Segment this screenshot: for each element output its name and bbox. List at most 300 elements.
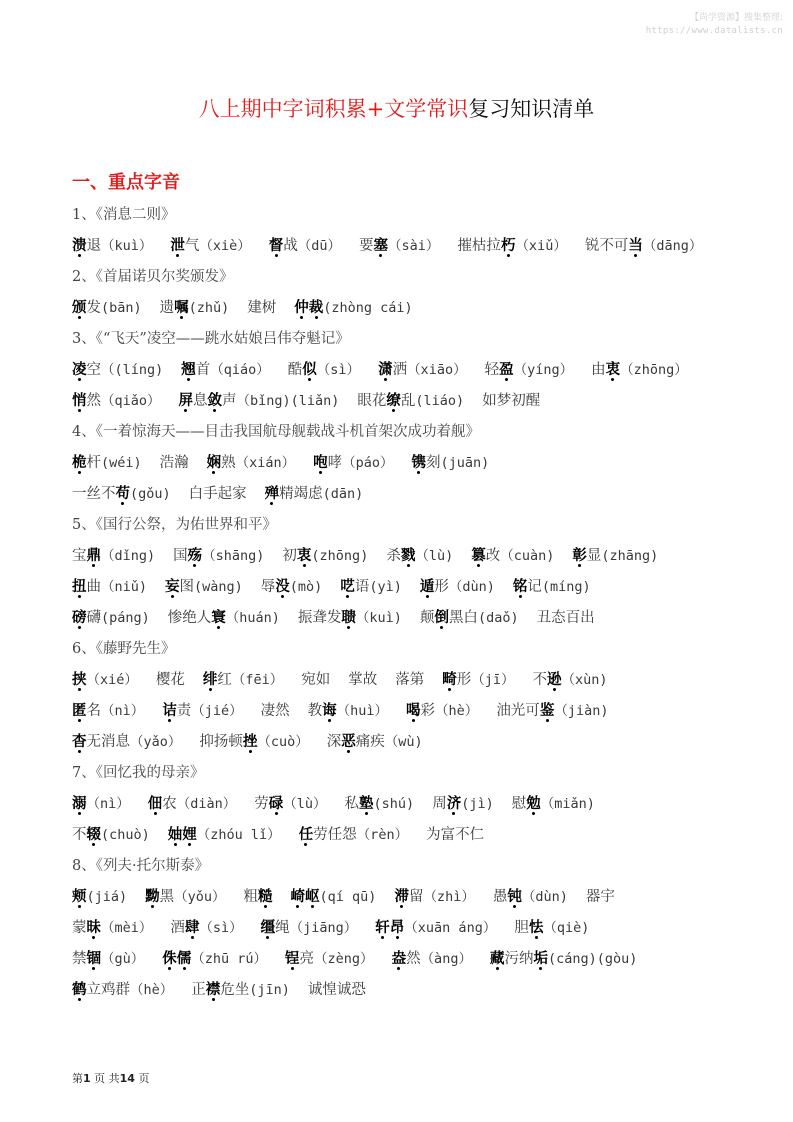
word-text: 胆	[514, 920, 529, 936]
word-text: 哮	[327, 455, 343, 471]
vocab-row	[72, 882, 732, 913]
emphasized-char: 锃	[285, 951, 300, 967]
pinyin: （sì）	[199, 920, 243, 936]
word-text: 绳	[275, 920, 290, 936]
word-text: 酷	[287, 362, 303, 378]
word-text: 初	[282, 548, 297, 564]
vocab-item	[432, 789, 494, 820]
word-text: 周	[432, 796, 447, 812]
emphasized-char: 诲	[322, 703, 337, 719]
emphasized-char: 恶	[341, 734, 356, 750]
word-text: 凄然	[260, 703, 290, 719]
pinyin: (wàng)	[194, 579, 243, 595]
emphasized-char: 逊	[547, 672, 562, 688]
lesson-title: 4、《一着惊海天——目击我国航母舰载战斗机首架次成功着舰》	[72, 424, 480, 440]
word-text: 然	[86, 393, 101, 409]
emphasized-char: 磅	[72, 610, 87, 626]
emphasized-char: 畸	[442, 672, 457, 688]
pinyin: （cuàn)	[500, 548, 555, 564]
vocab-item	[72, 913, 152, 944]
vocab-item	[145, 882, 225, 913]
word-text: 一丝不	[72, 486, 116, 502]
pinyin: （zhóu lǐ）	[196, 827, 281, 843]
emphasized-char: 镌	[411, 455, 427, 471]
pinyin: （miǎn)	[540, 796, 595, 812]
vocab-item	[514, 913, 589, 944]
emphasized-char: 衷	[296, 548, 312, 564]
lesson-title: 7、《回忆我的母亲》	[72, 765, 205, 781]
emphasized-char: 鉴	[539, 703, 555, 719]
pinyin: (dān)	[322, 486, 364, 502]
word-text: 熟	[221, 455, 236, 471]
vocab-item	[512, 789, 595, 820]
word-text: 由	[591, 362, 606, 378]
vocab-item	[482, 386, 540, 417]
vocab-item	[513, 572, 591, 603]
vocab-item	[72, 820, 150, 851]
word-text: 责	[176, 703, 192, 719]
watermark	[646, 12, 783, 38]
emphasized-char: 篡	[471, 548, 486, 564]
pinyin: （xiǔ）	[515, 238, 567, 254]
pinyin: (cáng)(gòu)	[547, 951, 638, 967]
pinyin: （huán)	[225, 610, 280, 626]
word-text: 乱	[400, 393, 416, 409]
vocab-item	[162, 696, 242, 727]
vocab-item	[156, 665, 185, 696]
word-text: 建树	[247, 300, 277, 316]
pinyin: (shú)	[373, 796, 415, 812]
pinyin: （sì）	[316, 362, 361, 378]
word-text: 形	[434, 579, 449, 595]
emphasized-char: 没	[275, 579, 290, 595]
pinyin: （niǔ)	[101, 579, 148, 595]
word-text: 不	[532, 672, 548, 688]
vocab-item	[165, 572, 243, 603]
vocab-item	[426, 820, 484, 851]
word-text: 私	[344, 796, 360, 812]
vocab-item	[294, 293, 412, 324]
vocab-item	[496, 696, 608, 727]
emphasized-char: 藏	[489, 951, 505, 967]
pinyin: （xié）	[86, 672, 138, 688]
word-text: 掌故	[348, 672, 378, 688]
vocab-row	[72, 386, 732, 417]
vocab-item	[357, 386, 464, 417]
word-text: 危坐	[220, 982, 250, 998]
vocab-row	[72, 820, 732, 851]
watermark-source: 【尚学资源】搜集整理:	[689, 13, 783, 23]
word-text: 息	[193, 393, 208, 409]
vocab-item	[72, 882, 127, 913]
pinyin: （jī）	[471, 672, 515, 688]
vocab-item	[72, 789, 130, 820]
emphasized-char: 盈	[499, 362, 514, 378]
vocab-item	[168, 820, 281, 851]
vocab-item	[586, 882, 615, 913]
pinyin: (liáo)	[415, 393, 465, 409]
word-text: 振聋发	[297, 610, 342, 626]
emphasized-char: 缰	[260, 920, 276, 936]
emphasized-char: 仲	[294, 300, 309, 316]
emphasized-char: 辍	[86, 827, 101, 843]
pinyin: （yíng）	[513, 362, 574, 378]
pinyin: （xuān áng）	[404, 920, 497, 936]
pinyin: （qiè)	[543, 920, 590, 936]
pinyin: (gǒu)	[130, 486, 171, 502]
emphasized-char: 钝	[507, 889, 522, 905]
emphasized-char: 盎	[391, 951, 407, 967]
pinyin: (míng)	[541, 579, 591, 595]
vocab-item	[170, 913, 242, 944]
pinyin: （jiàn)	[554, 703, 609, 719]
word-text: 农	[162, 796, 177, 812]
emphasized-char: 颁	[72, 300, 87, 316]
emphasized-char: 昂	[389, 920, 405, 936]
emphasized-char: 喝	[406, 703, 421, 719]
word-text: 劳	[254, 796, 269, 812]
vocab-item	[199, 727, 308, 758]
emphasized-char: 碌	[268, 796, 284, 812]
pinyin: （xiāo）	[407, 362, 467, 378]
pinyin: （wù)	[384, 734, 423, 750]
pinyin: (zhāng)	[601, 548, 659, 564]
emphasized-char: 鼎	[86, 548, 101, 564]
lesson-title: 3、《“飞天”凌空——跳水姑娘吕伟夺魁记》	[72, 331, 350, 347]
pinyin: （lù)	[415, 548, 454, 564]
word-text: 摧枯拉	[457, 238, 501, 254]
word-text: 形	[456, 672, 472, 688]
emphasized-char: 垢	[533, 951, 548, 967]
word-text: 不	[72, 827, 87, 843]
vocab-item	[72, 572, 147, 603]
emphasized-char: 侏	[162, 951, 177, 967]
vocab-item	[72, 479, 171, 510]
emphasized-char: 督	[268, 238, 284, 254]
word-text: 红	[217, 672, 232, 688]
word-text: 抑扬顿	[199, 734, 243, 750]
word-text: 器宇	[585, 889, 615, 905]
pinyin: （dū）	[297, 238, 342, 254]
emphasized-char: 勉	[526, 796, 541, 812]
pinyin: (zhǔ)	[188, 300, 230, 316]
vocab-item	[471, 541, 554, 572]
pinyin: (yì)	[369, 579, 402, 595]
vocab-item	[585, 231, 703, 262]
vocab-item	[179, 386, 340, 417]
pinyin: （hè）	[435, 703, 479, 719]
emphasized-char: 妯	[167, 827, 183, 843]
pinyin: (qí qū)	[319, 889, 377, 905]
pinyin: （yǒu）	[174, 889, 226, 905]
emphasized-char: 滞	[394, 889, 409, 905]
word-text: 遗	[159, 300, 175, 316]
vocab-item	[308, 975, 366, 1006]
emphasized-char: 佃	[147, 796, 163, 812]
vocab-row	[72, 913, 732, 944]
emphasized-char: 泄	[170, 238, 185, 254]
word-text: 礴	[86, 610, 101, 626]
word-text: 记	[527, 579, 542, 595]
word-text: 亮	[299, 951, 315, 967]
emphasized-char: 寰	[211, 610, 226, 626]
vocab-item	[162, 944, 267, 975]
footer-middle: 页 共	[94, 1072, 120, 1085]
pinyin: （dùn)	[448, 579, 495, 595]
emphasized-char: 轩	[375, 920, 390, 936]
word-text: 轻	[484, 362, 500, 378]
word-text: 油光可	[496, 703, 540, 719]
vocab-item	[420, 603, 519, 634]
word-text: 发	[86, 300, 101, 316]
vocab-item	[207, 448, 296, 479]
emphasized-char: 颊	[72, 889, 87, 905]
emphasized-char: 扭	[72, 579, 87, 595]
pinyin: （páo）	[342, 455, 394, 471]
lesson-title: 5、《国行公祭，为佑世界和平》	[72, 517, 277, 533]
word-text: 浩瀚	[159, 455, 189, 471]
pinyin: （nì）	[101, 703, 145, 719]
word-text: 深	[326, 734, 342, 750]
pinyin: （huì）	[336, 703, 389, 719]
vocab-item	[247, 293, 276, 324]
vocab-item	[254, 789, 326, 820]
emphasized-char: 杳	[72, 734, 87, 750]
emphasized-char: 桅	[72, 455, 87, 471]
vocab-item	[261, 913, 358, 944]
word-text: 正	[191, 982, 206, 998]
vocab-item	[327, 727, 423, 758]
pinyin: （hè）	[130, 982, 174, 998]
word-text: 图	[179, 579, 195, 595]
pinyin: (páng)	[101, 610, 150, 626]
emphasized-char: 潇	[378, 362, 393, 378]
word-text: 丑态百出	[536, 610, 595, 626]
vocab-item	[72, 386, 161, 417]
word-text: 樱花	[155, 672, 185, 688]
vocab-row	[72, 975, 732, 1006]
vocab-item	[308, 696, 388, 727]
word-text: 为富不仁	[426, 827, 485, 843]
emphasized-char: 塾	[359, 796, 374, 812]
vocab-item	[394, 882, 474, 913]
pinyin: (wéi)	[101, 455, 142, 471]
vocab-item	[72, 293, 142, 324]
word-text: 要	[359, 238, 374, 254]
lesson-title: 6、《藤野先生》	[72, 641, 176, 657]
vocab-row	[72, 231, 732, 262]
pinyin: （dāng）	[642, 238, 703, 254]
word-text: 诚惶诚恐	[307, 982, 366, 998]
emphasized-char: 殇	[187, 548, 203, 564]
emphasized-char: 嘱	[174, 300, 189, 316]
vocab-item	[285, 944, 374, 975]
emphasized-char: 娌	[182, 827, 197, 843]
word-text: 洒	[392, 362, 408, 378]
word-text: 禁	[72, 951, 87, 967]
vocab-item	[288, 355, 360, 386]
lesson-list	[72, 200, 732, 1006]
word-text: 曲	[86, 579, 101, 595]
vocab-row	[72, 665, 732, 696]
vocab-item	[457, 231, 566, 262]
word-text: 名	[86, 703, 101, 719]
emphasized-char: 襟	[205, 982, 221, 998]
word-text: 慰	[511, 796, 527, 812]
vocab-item	[572, 541, 658, 572]
section-heading: 一、重点字音	[72, 172, 180, 193]
footer-prefix: 第	[72, 1072, 83, 1085]
vocab-item	[265, 479, 364, 510]
emphasized-char: 诘	[162, 703, 177, 719]
emphasized-char: 衷	[605, 362, 621, 378]
lesson-title: 1、《消息二则》	[72, 207, 176, 223]
emphasized-char: 裁	[308, 300, 324, 316]
vocab-item	[72, 448, 142, 479]
vocab-item	[72, 541, 155, 572]
word-text: 立鸡群	[86, 982, 130, 998]
emphasized-char: 岖	[305, 889, 320, 905]
pinyin: (daǒ)	[477, 610, 519, 626]
word-text: 空	[86, 362, 101, 378]
pinyin: （kuì)	[355, 610, 402, 626]
emphasized-char: 缭	[386, 393, 401, 409]
pinyin: (jiá)	[86, 889, 128, 905]
vocab-item	[191, 975, 290, 1006]
word-text: 痛疾	[355, 734, 385, 750]
vocab-row	[72, 355, 732, 386]
vocab-item	[348, 665, 377, 696]
page-footer	[72, 1070, 149, 1086]
word-text: 首	[195, 362, 211, 378]
pinyin: （jié）	[191, 703, 243, 719]
pinyin: （zèng）	[314, 951, 374, 967]
emphasized-char: 匿	[72, 703, 87, 719]
vocab-item	[406, 696, 478, 727]
pinyin: （cuò）	[257, 734, 309, 750]
word-text: 劳任怨	[313, 827, 357, 843]
vocab-row	[72, 541, 732, 572]
pinyin: （yǎo）	[130, 734, 182, 750]
pinyin: （shāng)	[202, 548, 265, 564]
emphasized-char: 挫	[242, 734, 258, 750]
emphasized-char: 锢	[86, 951, 101, 967]
vocab-item	[160, 293, 230, 324]
watermark-url: https://www.datalists.cn	[645, 26, 783, 36]
word-text: 然	[406, 951, 421, 967]
word-text: 杆	[86, 455, 101, 471]
pinyin: （kuì）	[101, 238, 153, 254]
vocab-item	[170, 231, 250, 262]
vocab-item	[301, 665, 330, 696]
word-text: 杀	[386, 548, 401, 564]
pinyin: （sài）	[388, 238, 440, 254]
word-text: 宝	[72, 548, 87, 564]
vocab-item	[533, 665, 608, 696]
emphasized-char: 翘	[181, 362, 196, 378]
pinyin: （àng）	[420, 951, 472, 967]
word-text: 惨绝人	[167, 610, 212, 626]
vocab-item	[442, 665, 514, 696]
emphasized-char: 彰	[572, 548, 587, 564]
word-text: 退	[86, 238, 101, 254]
pinyin: (juān)	[440, 455, 490, 471]
emphasized-char: 屏	[178, 393, 194, 409]
vocab-item	[181, 355, 270, 386]
word-text: 国	[173, 548, 188, 564]
vocab-item	[392, 944, 472, 975]
pinyin: (bān)	[101, 300, 142, 316]
vocab-item	[395, 665, 424, 696]
vocab-item	[490, 944, 637, 975]
vocab-row	[72, 944, 732, 975]
vocab-item	[72, 665, 138, 696]
emphasized-char: 呓	[340, 579, 355, 595]
word-text: 黑	[159, 889, 175, 905]
word-text: 蒙	[72, 920, 87, 936]
pinyin: (zhòng cái)	[323, 300, 413, 316]
pinyin: （gù）	[101, 951, 145, 967]
word-text: 无消息	[86, 734, 130, 750]
pinyin: (chuò)	[101, 827, 150, 843]
pinyin: (zhōng)	[311, 548, 369, 564]
emphasized-char: 济	[446, 796, 462, 812]
emphasized-char: 铭	[512, 579, 528, 595]
word-text: 颠	[419, 610, 435, 626]
word-text: 眼花	[357, 393, 387, 409]
emphasized-char: 殚	[264, 486, 280, 502]
vocab-item	[72, 603, 150, 634]
emphasized-char: 倒	[434, 610, 449, 626]
vocab-item	[299, 820, 408, 851]
word-text: 污纳	[504, 951, 534, 967]
vocab-item	[493, 882, 568, 913]
word-text: 如梦初醒	[482, 393, 541, 409]
word-text: 落第	[395, 672, 425, 688]
vocab-item	[485, 355, 574, 386]
word-text: 白手起家	[188, 486, 247, 502]
emphasized-char: 崎	[290, 889, 306, 905]
word-text: 锐不可	[584, 238, 629, 254]
pinyin: （fēi）	[231, 672, 284, 688]
word-text: 愚	[492, 889, 508, 905]
word-text: 显	[586, 548, 602, 564]
vocab-item	[168, 603, 280, 634]
vocab-row	[72, 603, 732, 634]
word-text: 语	[354, 579, 370, 595]
emphasized-char: 悄	[72, 393, 87, 409]
page-title-black: 复习知识清单	[468, 97, 595, 121]
word-text: 宛如	[301, 672, 331, 688]
emphasized-char: 似	[302, 362, 317, 378]
pinyin: （jiāng）	[289, 920, 358, 936]
emphasized-char: 咆	[313, 455, 328, 471]
vocab-item	[72, 975, 173, 1006]
word-text: 教	[307, 703, 323, 719]
vocab-item	[269, 231, 341, 262]
word-text: 刻	[426, 455, 441, 471]
vocab-row	[72, 572, 732, 603]
pinyin: （lù）	[283, 796, 327, 812]
pinyin: （qiáo）	[210, 362, 270, 378]
vocab-item	[359, 231, 439, 262]
vocab-item	[72, 696, 144, 727]
vocab-item	[72, 355, 163, 386]
vocab-item	[537, 603, 595, 634]
vocab-row	[72, 789, 732, 820]
emphasized-char: 当	[628, 238, 643, 254]
vocab-item	[378, 355, 467, 386]
